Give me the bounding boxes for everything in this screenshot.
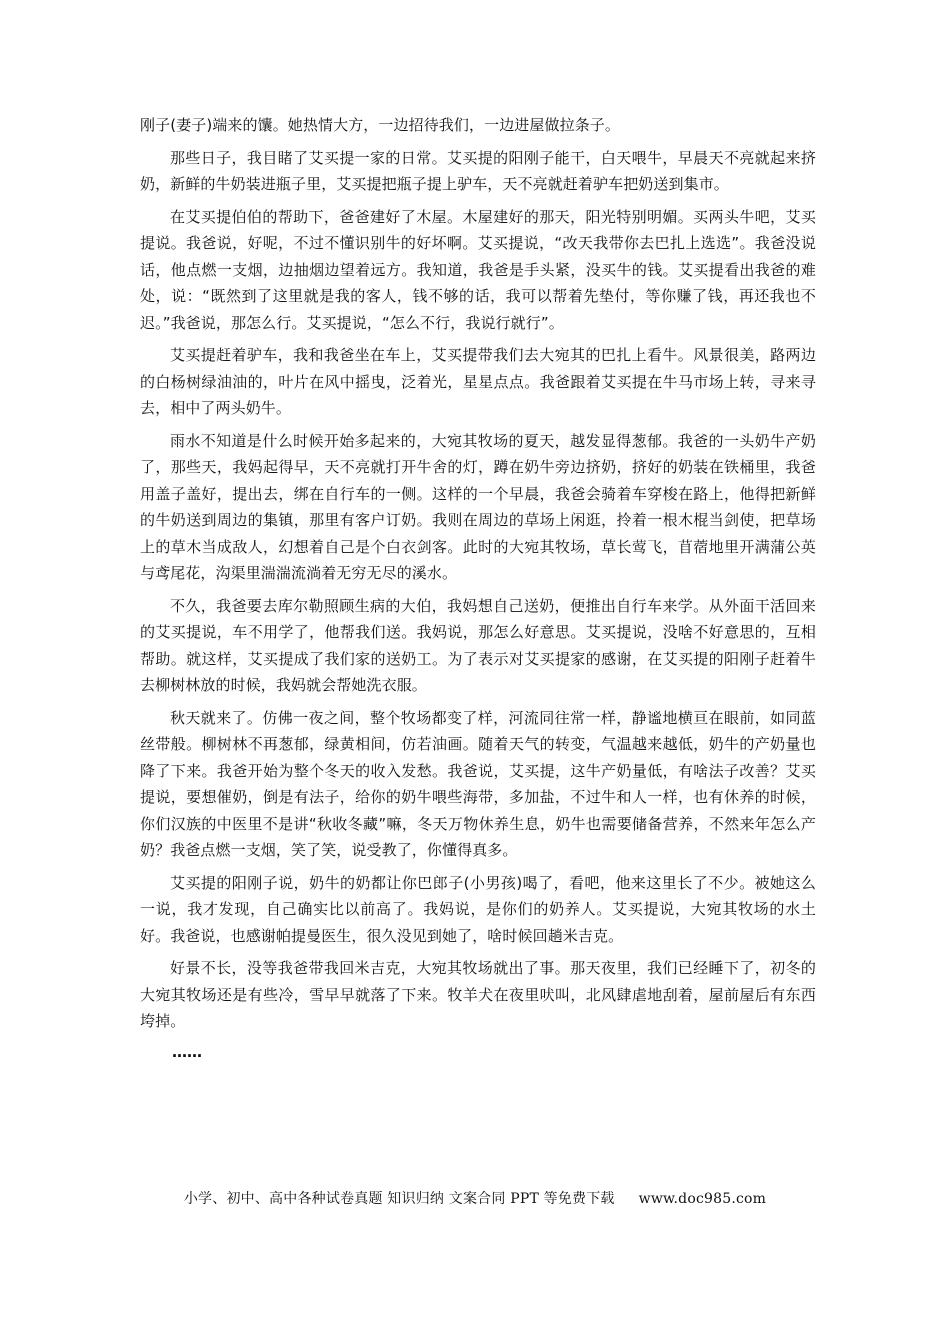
footer-url: www.doc985.com: [638, 1191, 767, 1207]
paragraph: 艾买提的阳刚子说，奶牛的奶都让你巴郎子(小男孩)喝了，看吧，他来这里长了不少。被她这么一说，我才发现，自己确实比以前高了。我妈说，是你们的奶养人。艾买提说，大宛其牧场的水土好。我爸说，也感谢帕提曼医生，很久没见到她了，啥时候回趟米吉克。: [140, 873, 816, 945]
paragraph: 在艾买提伯伯的帮助下，爸爸建好了木屋。木屋建好的那天，阳光特别明媚。买两头牛吧，艾买提说。我爸说，好呢，不过不懂识别牛的好坏啊。艾买提说，“改天我带你去巴扎上选选”。我爸没说话，他点燃一支烟，边抽烟边望着远方。我知道，我爸是手头紧，没买牛的钱。艾买提看出我爸的难处，说：“既然到了这里就是我的客人，钱不够的话，我可以帮着先垫付，等你赚了钱，再还我也不迟。”我爸说，那怎么行。艾买提说，“怎么不行，我说行就行”。: [140, 207, 816, 332]
paragraph: 雨水不知道是什么时候开始多起来的，大宛其牧场的夏天，越发显得葱郁。我爸的一头奶牛产奶了，那些天，我妈起得早，天不亮就打开牛舍的灯，蹲在奶牛旁边挤奶，挤好的奶装在铁桶里，我爸用盖子盖好，提出去，绑在自行车的一侧。这样的一个早晨，我爸会骑着车穿梭在路上，他得把新鲜的牛奶送到周边的集镇，那里有客户订奶。我则在周边的草场上闲逛，拎着一根木棍当剑使，把草场上的草木当成敌人，幻想着自己是个白衣剑客。此时的大宛其牧场，草长莺飞，苜蓿地里开满蒲公英与鸢尾花，沟渠里湍湍流淌着无穷无尽的溪水。: [140, 431, 816, 582]
paragraph: 不久，我爸要去库尔勒照顾生病的大伯，我妈想自己送奶，便推出自行车来学。从外面干活回来的艾买提说，车不用学了，他帮我们送。我妈说，那怎么好意思。艾买提说，没啥不好意思的，互相帮助。就这样，艾买提成了我们家的送奶工。为了表示对艾买提家的感谢，在艾买提的阳刚子赶着牛去柳树林放的时候，我妈就会帮她洗衣服。: [140, 596, 816, 694]
ellipsis-marker: ……: [172, 1042, 202, 1061]
paragraph: 好景不长，没等我爸带我回米吉克，大宛其牧场就出了事。那天夜里，我们已经睡下了，初冬的大宛其牧场还是有些冷，雪早早就落了下来。牧羊犬在夜里吠叫，北风肆虐地刮着，屋前屋后有东西垮掉。: [140, 959, 816, 1030]
paragraph-continuation: 刚子(妻子)端来的馕。她热情大方，一边招待我们，一边进屋做拉条子。: [140, 116, 621, 134]
paragraph: 那些日子，我目睹了艾买提一家的日常。艾买提的阳刚子能干，白天喂牛，早晨天不亮就起来挤奶，新鲜的牛奶装进瓶子里，艾买提把瓶子提上驴车，天不亮就赶着驴车把奶送到集市。: [140, 148, 816, 193]
footer-text: 小学、初中、高中各种试卷真题 知识归纳 文案合同 PPT 等免费下载: [183, 1191, 615, 1207]
page-footer: [0, 1188, 950, 1208]
paragraph: 秋天就来了。仿佛一夜之间，整个牧场都变了样，河流同往常一样，静谧地横亘在眼前，如同蓝丝带般。柳树林不再葱郁，绿黄相间，仿若油画。随着天气的转变，气温越来越低，奶牛的产奶量也降了下来。我爸开始为整个冬天的收入发愁。我爸说，艾买提，这牛产奶量低，有啥法子改善？艾买提说，要想催奶，倒是有法子，给你的奶牛喂些海带，多加盐，不过牛和人一样，也有休养的时候，你们汉族的中医里不是讲“秋收冬藏”嘛，冬天万物休养生息，奶牛也需要储备营养，不然来年怎么产奶？我爸点燃一支烟，笑了笑，说受教了，你懂得真多。: [140, 708, 816, 859]
paragraph: 艾买提赶着驴车，我和我爸坐在车上，艾买提带我们去大宛其的巴扎上看牛。风景很美，路两边的白杨树绿油油的，叶片在风中摇曳，泛着光，星星点点。我爸跟着艾买提在牛马市场上转，寻来寻去，相中了两头奶牛。: [140, 346, 816, 417]
document-body: [140, 112, 816, 1063]
